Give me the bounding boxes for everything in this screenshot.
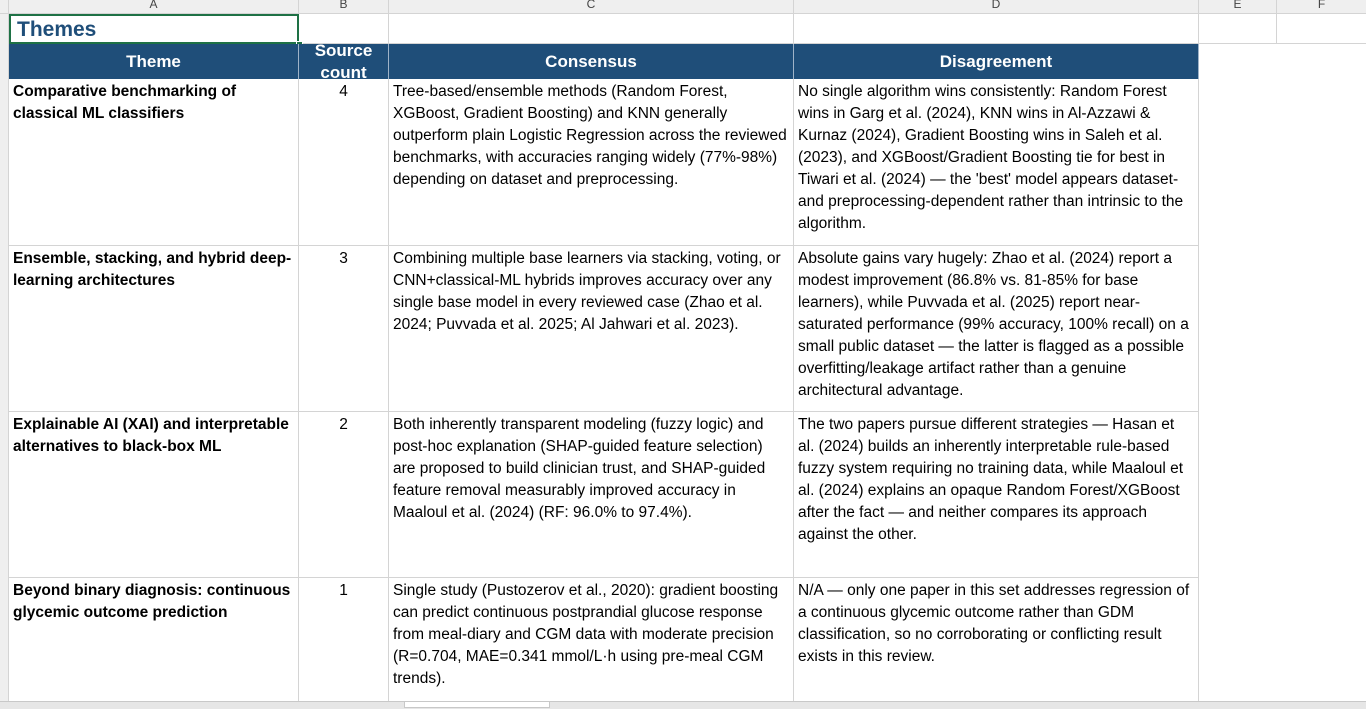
scrollbar-thumb[interactable] — [404, 701, 550, 708]
cell-consensus[interactable]: Single study (Pustozerov et al., 2020): gradient boosting can predict continuous postprandial glucose response from meal-diary and CGM data with moderate precision (R=0.704, MAE=0.341 mmol/L·h using pre-meal CGM trends). — [393, 582, 779, 687]
sheet-title: Themes — [17, 18, 97, 41]
cell-theme[interactable]: Ensemble, stacking, and hybrid deep-learning architectures — [13, 250, 292, 289]
column-header-corner[interactable] — [0, 0, 9, 14]
column-header-f[interactable]: F — [1277, 0, 1366, 14]
column-header-b[interactable]: B — [299, 0, 389, 14]
cell-theme[interactable]: Comparative benchmarking of classical ML classifiers — [13, 83, 237, 122]
row-header-gutter[interactable] — [0, 14, 9, 708]
cell-source-count[interactable]: 4 — [339, 83, 348, 100]
header-consensus[interactable]: Consensus — [389, 44, 794, 79]
column-header-e[interactable]: E — [1199, 0, 1277, 14]
cell-consensus[interactable]: Both inherently transparent modeling (fuzzy logic) and post-hoc explanation (SHAP-guided feature selection) are proposed to build clinician trust, and SHAP-guided feature removal measurably improved accuracy in Maaloul et al. (2024) (RF: 96.0% to 97.4%). — [393, 416, 766, 521]
header-disagreement[interactable]: Disagreement — [794, 44, 1199, 79]
cell-disagreement[interactable]: No single algorithm wins consistently: Random Forest wins in Garg et al. (2024), KNN wins in Al-Azzawi & Kurnaz (2024), Gradient Boosting wins in Saleh et al. (2023), and XGBoost/Gradient Boosting tie for best in Tiwari et al. (2024) — the 'best' model appears dataset- and preprocessing-dependent rather than intrinsic to the algorithm. — [798, 83, 1184, 232]
cell-source-count[interactable]: 2 — [339, 416, 348, 433]
grid-line — [1276, 14, 1277, 44]
cell-source-count[interactable]: 3 — [339, 250, 348, 267]
cell-consensus[interactable]: Combining multiple base learners via stacking, voting, or CNN+classical-ML hybrids improves accuracy over any single base model in every reviewed case (Zhao et al. 2024; Puvvada et al. 2025; Al Jahwari et al. 2023). — [393, 250, 781, 333]
title-cell[interactable] — [9, 14, 299, 44]
cell-disagreement[interactable]: The two papers pursue different strategies — Hasan et al. (2024) builds an inherently interpretable rule-based fuzzy system requiring no training data, while Maaloul et al. (2024) explains an opaque Random Forest/XGBoost after the fact — and neither compares its approach against the other. — [798, 416, 1184, 543]
grid-line — [1198, 14, 1199, 708]
column-header-d[interactable]: D — [794, 0, 1199, 14]
column-header-c[interactable]: C — [389, 0, 794, 14]
header-theme[interactable]: Theme — [9, 44, 299, 79]
header-source-count[interactable]: Source count — [299, 44, 389, 79]
cell-consensus[interactable]: Tree-based/ensemble methods (Random Forest, XGBoost, Gradient Boosting) and KNN generally outperform plain Logistic Regression across the reviewed benchmarks, with accuracies ranging widely (77%-98%) depending on dataset and preprocessing. — [393, 83, 787, 188]
cell-disagreement[interactable]: Absolute gains vary hugely: Zhao et al. (2024) report a modest improvement (86.8% vs. 81-85% for base learners), while Puvvada et al. (2025) report near-saturated performance (99% accuracy, 100% recall) on a small public dataset — the latter is flagged as a possible overfitting/leakage artifact rather than a genuine architectural advantage. — [798, 250, 1189, 399]
cell-source-count[interactable]: 1 — [339, 582, 348, 599]
cell-theme[interactable]: Explainable AI (XAI) and interpretable alternatives to black-box ML — [13, 416, 289, 455]
cell-theme[interactable]: Beyond binary diagnosis: continuous glycemic outcome prediction — [13, 582, 291, 621]
column-header-a[interactable]: A — [9, 0, 299, 14]
cell-disagreement[interactable]: N/A — only one paper in this set addresses regression of a continuous glycemic outcome rather than GDM classification, so no corroborating or conflicting result exists in this review. — [798, 582, 1190, 665]
